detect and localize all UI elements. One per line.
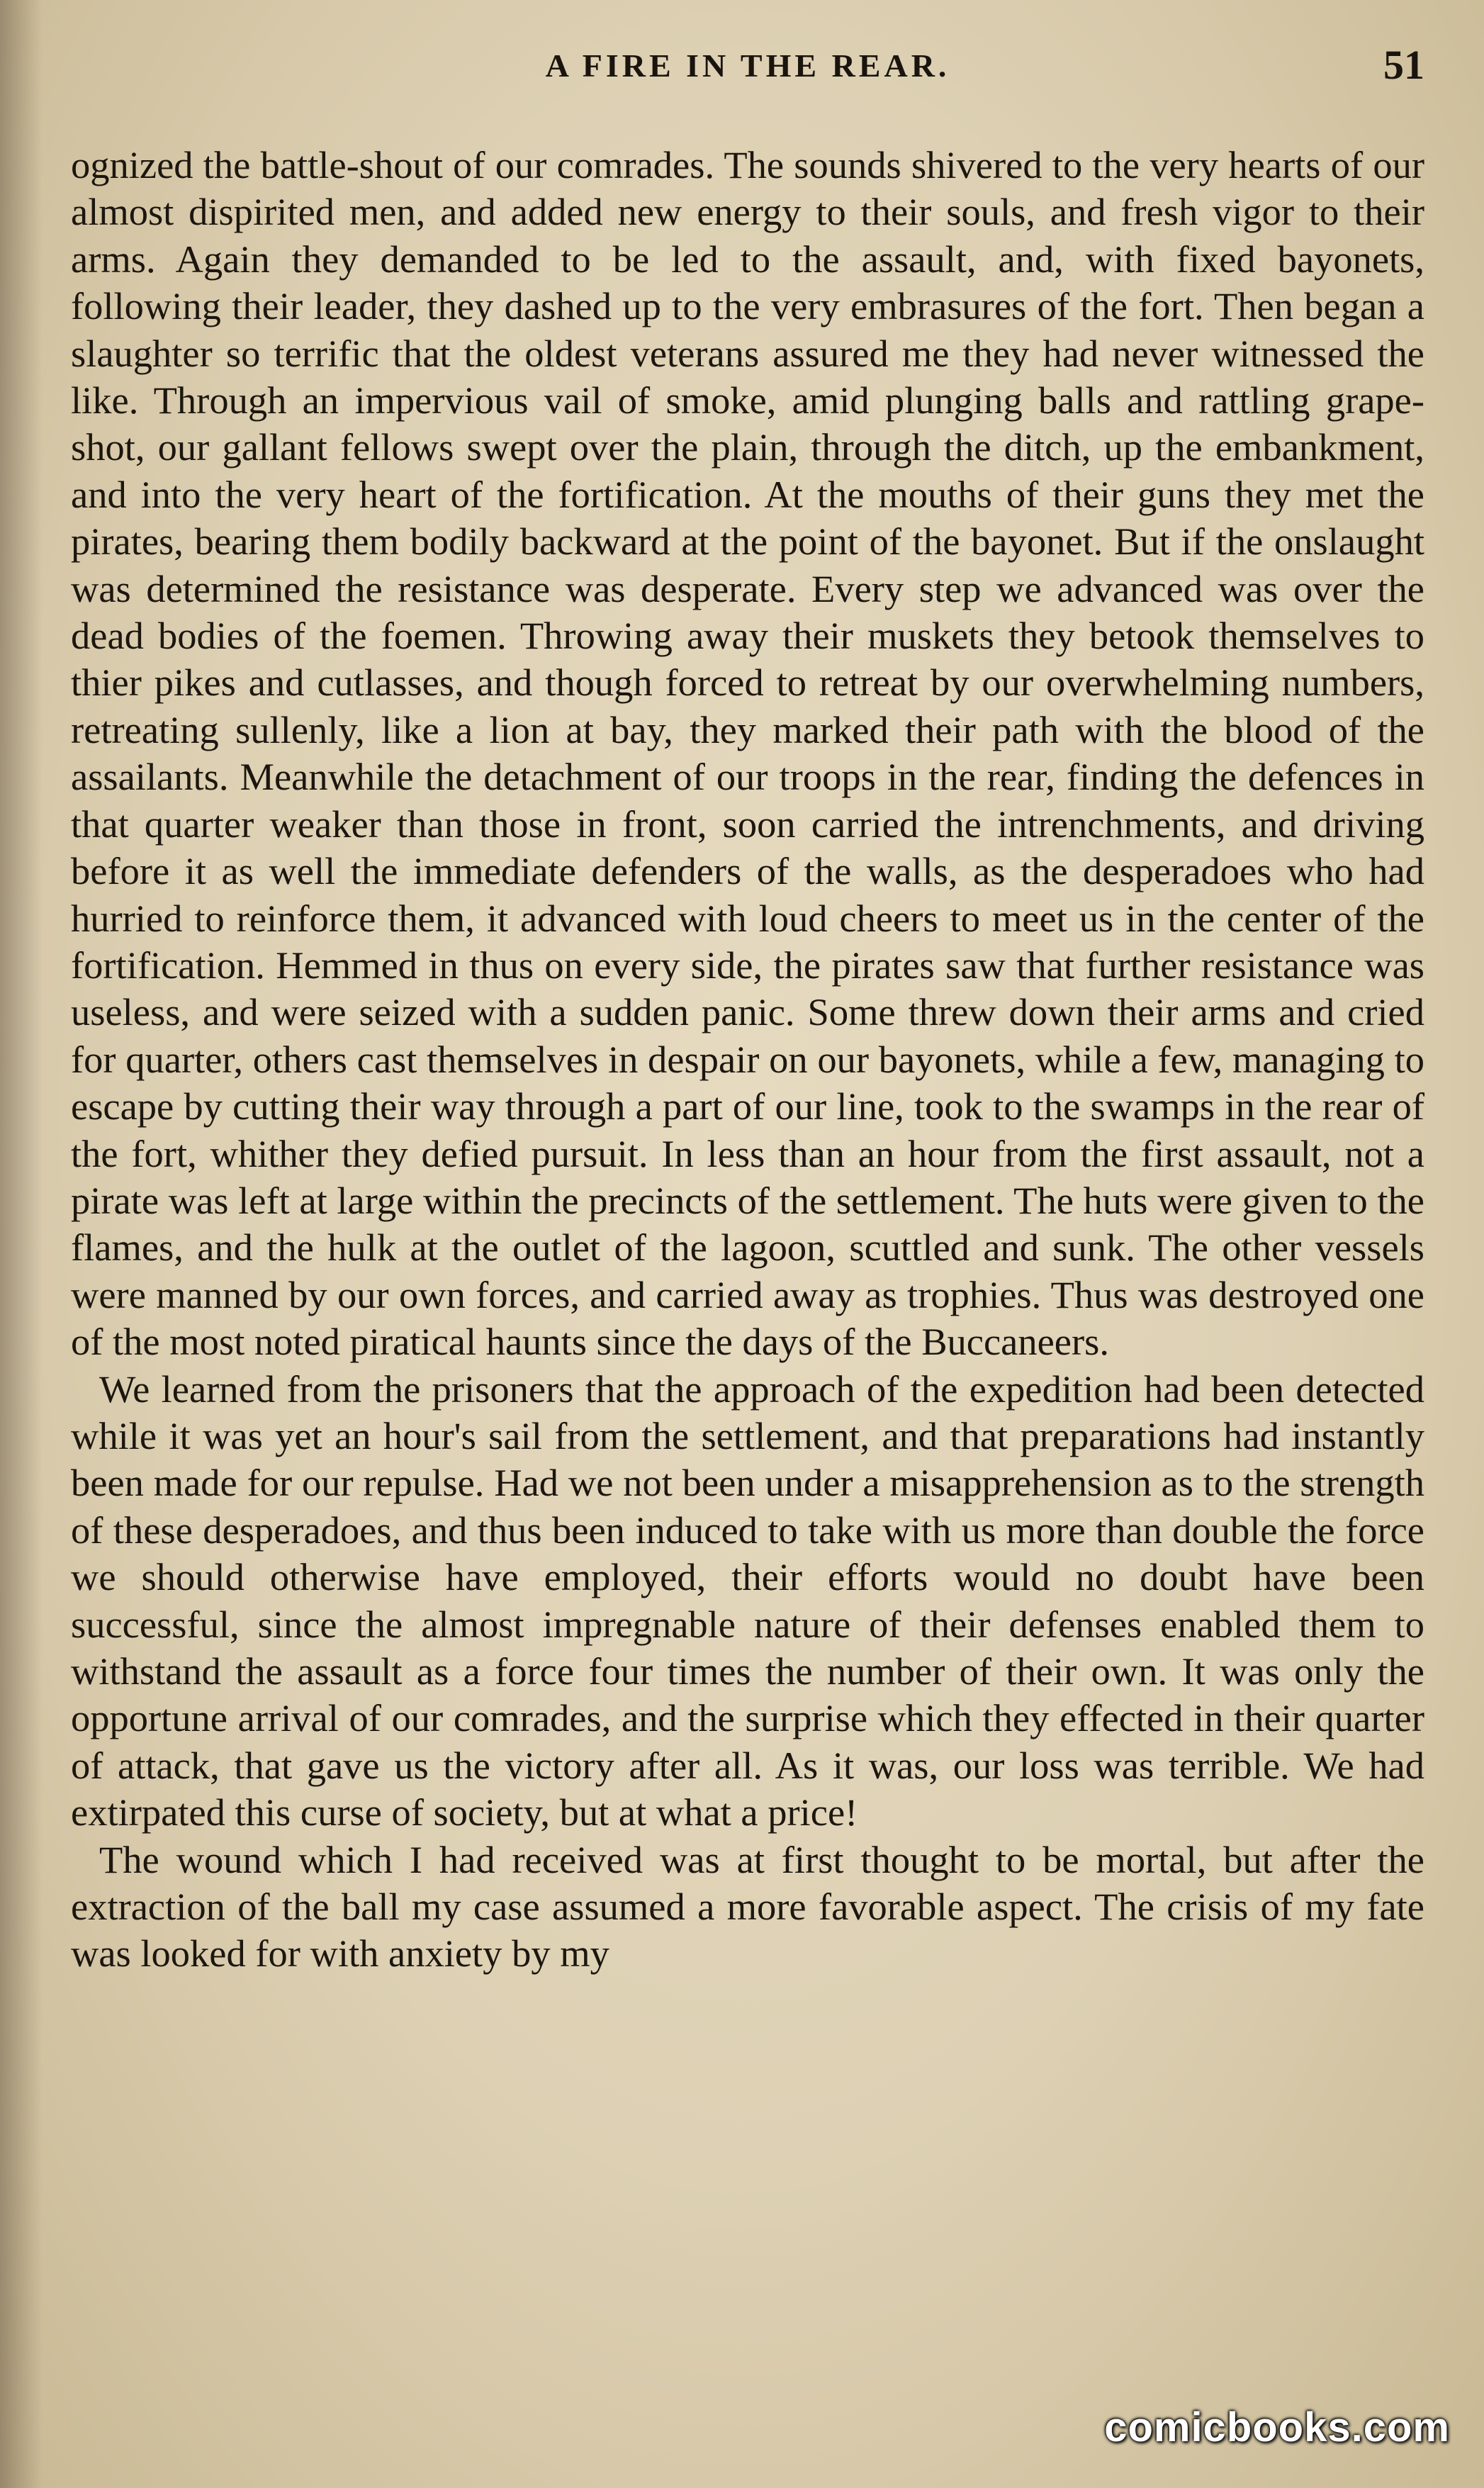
running-head [71,41,1424,98]
running-title: A FIRE IN THE REAR. [545,47,950,84]
body-text [71,142,1424,1978]
site-watermark: comicbooks.com [1104,2404,1450,2450]
page-number: 51 [1383,42,1424,88]
paragraph: The wound which I had received was at first thought to be mortal, but after the extraction of the ball my case assumed a more favorable aspect. The crisis of my fate was looked for with anxiety by my [71,1837,1424,1976]
paragraph-continued: ognized the battle-shout of our comrades. The sounds shivered to the very hearts of our almost dispirited men, and added new energy to their souls, and fresh vigor to their arms. Again they demanded to be led to the assault, and, with fixed bayonets, following their leader, they dashed up to the very embrasures of the fort. Then began a slaughter so terrific that the oldest veterans assured me they had never witnessed the like. Through an impervious vail of smoke, amid plunging balls and rattling grape-shot, our gallant fellows swept over the plain, through the ditch, up the embankment, and into the very heart of the fortification. At the mouths of their guns they met the pirates, bearing them bodily backward at the point of the bayonet. But if the onslaught was determined the resistance was desperate. Every step we advanced was over the dead bodies of the foemen. Throwing away their muskets they betook themselves to thier pikes and cutlasses, and though forced to retreat by our overwhelming numbers, retreating sullenly, like a lion at bay, they marked their path with the blood of the assailants. Meanwhile the detachment of our troops in the rear, finding the defences in that quarter weaker than those in front, soon carried the intrenchments, and driving before it as well the immediate defenders of the walls, as the desperadoes who had hurried to reinforce them, it advanced with loud cheers to meet us in the center of the fortification. Hemmed in thus on every side, the pirates saw that further resistance was useless, and were seized with a sudden panic. Some threw down their arms and cried for quarter, others cast themselves in despair on our bayonets, while a few, managing to escape by cutting their way through a part of our line, took to the swamps in the rear of the fort, whither they defied pursuit. In less than an hour from the first assault, not a pirate was left at large within the precincts of the settlement. The huts were given to the flames, and the hulk at the outlet of the lagoon, scuttled and sunk. The other vessels were manned by our own forces, and carried away as trophies. Thus was destroyed one of the most noted piratical haunts since the days of the Buccaneers. [71,143,1424,1364]
paragraph: We learned from the prisoners that the approach of the expedition had been detected while it was yet an hour's sail from the settlement, and that preparations had instantly been made for our repulse. Had we not been under a misapprehension as to the strength of these desperadoes, and thus been induced to take with us more than double the force we should otherwise have employed, their efforts would no doubt have been successful, since the almost impregnable nature of their defenses enabled them to withstand the assault as a force four times the number of their own. It was only the opportune arrival of our comrades, and the surprise which they effected in their quarter of attack, that gave us the victory after all. As it was, our loss was terrible. We had extirpated this curse of society, but at what a price! [71,1367,1424,1834]
page-gutter-shadow [0,0,43,2488]
